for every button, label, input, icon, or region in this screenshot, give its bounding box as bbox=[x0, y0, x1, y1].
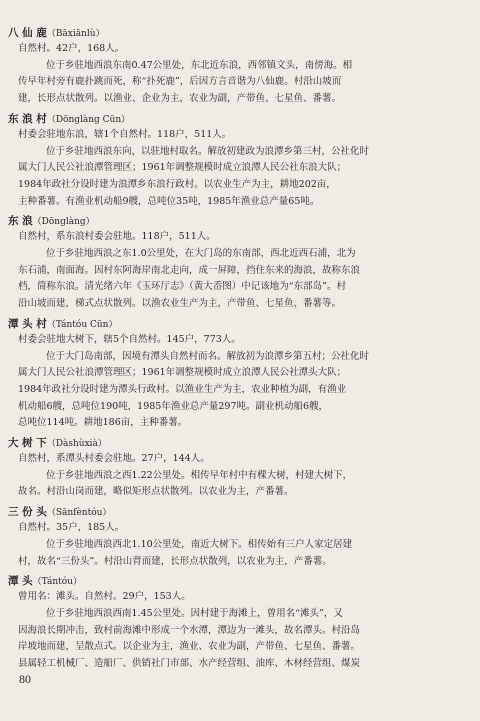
entry-heading bbox=[8, 317, 472, 332]
entry-text-line: 档，简称东浪。清光绪六年《玉环厅志》（黄大岙图）中记该地为“东部岛”。村 bbox=[18, 281, 346, 293]
place-entry bbox=[8, 214, 472, 313]
entries-list bbox=[8, 26, 472, 677]
entry-title: 三 份 头 bbox=[8, 506, 47, 519]
place-entry bbox=[8, 317, 472, 432]
entry-text-line: 村委会驻地东浪，辖1个自然村。118户，511人。 bbox=[18, 128, 232, 140]
entry-title: 大 树 下 bbox=[8, 437, 47, 450]
entry-text-line: 位于乡驻地西浪西北1.10公里处，南近大树下。相传始有三户人家定居建 bbox=[46, 538, 353, 550]
place-entry bbox=[8, 505, 472, 570]
entry-text-line: 属大门人民公社浪潭管理区；1961年调整规模时成立浪潭人民公社东浪大队； bbox=[18, 162, 347, 174]
entry-heading bbox=[8, 505, 472, 520]
entry-text-line: 村，故名“三份头”。村沿山背而建，长形点状散列，以农业为主，产番薯。 bbox=[18, 555, 332, 567]
entry-text-line: 位于乡驻地西浪东南0.47公里处，东北近东浪，西邻镇文头，南傍海。相 bbox=[46, 59, 353, 71]
entry-pinyin: （Dàshùxià） bbox=[46, 439, 107, 450]
entry-title: 八 仙 鹿 bbox=[8, 27, 47, 39]
entry-text-line: 东石浦，南面海。因村东阿海岸南北走向，成一屏障，挡住东来的海浪，故称东浪 bbox=[18, 264, 361, 276]
entry-title: 潭 头 村 bbox=[8, 317, 47, 330]
entry-text-line: 传早年村旁有鹿扑跳而死，称“扑死鹿”，后因方言音谐为八仙鹿。村沿山坡而 bbox=[18, 76, 342, 88]
entry-pinyin: （Dōnglàng Cūn） bbox=[46, 114, 131, 125]
entry-text-line: 自然村。35户，185人。 bbox=[18, 522, 125, 534]
entry-text-line: 1984年政社分设时建为潭头行政村。以渔业生产为主，农业种植为副，有渔业 bbox=[18, 383, 347, 395]
entry-text-line: 曾用名：滩头。自然村。29户，153人。 bbox=[18, 591, 191, 603]
entry-text-line: 自然村，系潭头村委会驻地。27户，144人。 bbox=[18, 453, 210, 465]
entry-text-line: 建，长形点状散列。以渔业、企业为主，农业为副，产带鱼、七星鱼、番薯。 bbox=[18, 93, 342, 105]
entry-text-line: 村委会驻地大树下，辖5个自然村。145户，773人。 bbox=[18, 333, 241, 345]
entry-text-line: 自然村，系东浪村委会驻地。118户，511人。 bbox=[18, 231, 216, 243]
entry-text-line: 岸坡地而建，呈散点式。以企业为主，渔业、农业为副，产带鱼、七星鱼、番薯。 bbox=[18, 641, 361, 653]
entry-pinyin: （Sānfèntóu） bbox=[46, 508, 112, 519]
entry-pinyin: （Tántóu） bbox=[32, 577, 82, 588]
entry-text-line: 属大门人民公社浪潭管理区；1961年调整规模时成立浪潭人民公社潭头大队； bbox=[18, 367, 347, 379]
place-entry bbox=[8, 574, 472, 673]
entry-pinyin: （Dōnglàng） bbox=[32, 217, 95, 228]
entry-text-line: 沿山坡而建，梯式点状散列。以渔农业生产为主，产带鱼、七星鱼、番薯等。 bbox=[18, 298, 342, 310]
place-entry bbox=[8, 26, 472, 108]
entry-heading bbox=[8, 574, 472, 589]
entry-heading bbox=[8, 214, 472, 229]
entry-text-line: 位于乡驻地西浪东向，以驻地村取名。解放初建政为浪潭乡第三村，公社化时 bbox=[46, 145, 370, 157]
entry-heading bbox=[8, 26, 472, 41]
entry-text-line: 故名。村沿山岗而建，略似矩形点状散列。以农业为主，产番薯。 bbox=[18, 486, 294, 498]
entry-text-line: 位于乡驻地西浪之东1.0公里处，在大门岛的东南部，西北近西石浦，北为 bbox=[46, 248, 356, 260]
entry-text-line: 自然村。42户，168人。 bbox=[18, 43, 125, 54]
entry-text-line: 因海浪长期冲击，致村前海滩中形成一个水潭，潭边为一滩头，故名潭头。村沿岛 bbox=[18, 624, 361, 636]
entry-text-line: 位于乡驻地西浪西南1.45公里处。因村建于海滩上，曾用名“滩头”，又 bbox=[46, 607, 343, 619]
page-number: 80 bbox=[19, 672, 31, 686]
place-entry bbox=[8, 112, 472, 211]
entry-heading bbox=[8, 112, 472, 127]
entry-text-line: 主种番薯。有渔业机动船9艘，总吨位35吨，1985年渔业总产量65吨。 bbox=[18, 195, 320, 207]
entry-text-line: 总吨位114吨。耕地186亩，主种番薯。 bbox=[18, 417, 188, 429]
entry-text-line: 机动船6艘，总吨位190吨，1985年渔业总产量297吨。副业机动船6艘， bbox=[18, 400, 329, 412]
place-entry bbox=[8, 436, 472, 501]
entry-pinyin: （Tántóu Cūn） bbox=[46, 319, 118, 330]
entry-text-line: 县属轻工机械厂、造船厂、供销社门市部、水产经营组、油库、木材经营组、煤炭 bbox=[18, 658, 361, 670]
entry-text-line: 1984年政社分设时建为浪潭乡东浪行政村。以农业生产为主，耕地202亩， bbox=[18, 178, 336, 190]
entry-title: 东 浪 村 bbox=[8, 112, 47, 125]
entry-text-line: 位于大门岛南部，因境有潭头自然村而名。解放初为浪潭乡第五村；公社化时 bbox=[46, 350, 370, 362]
entry-heading bbox=[8, 436, 472, 451]
entry-pinyin: （Bāxiānlù） bbox=[46, 29, 105, 39]
entry-title: 潭 头 bbox=[8, 575, 33, 588]
entry-title: 东 浪 bbox=[8, 215, 33, 228]
entry-text-line: 位于乡驻地西浪之西1.22公里处。相传早年村中有棵大树，村建大树下， bbox=[46, 469, 353, 481]
